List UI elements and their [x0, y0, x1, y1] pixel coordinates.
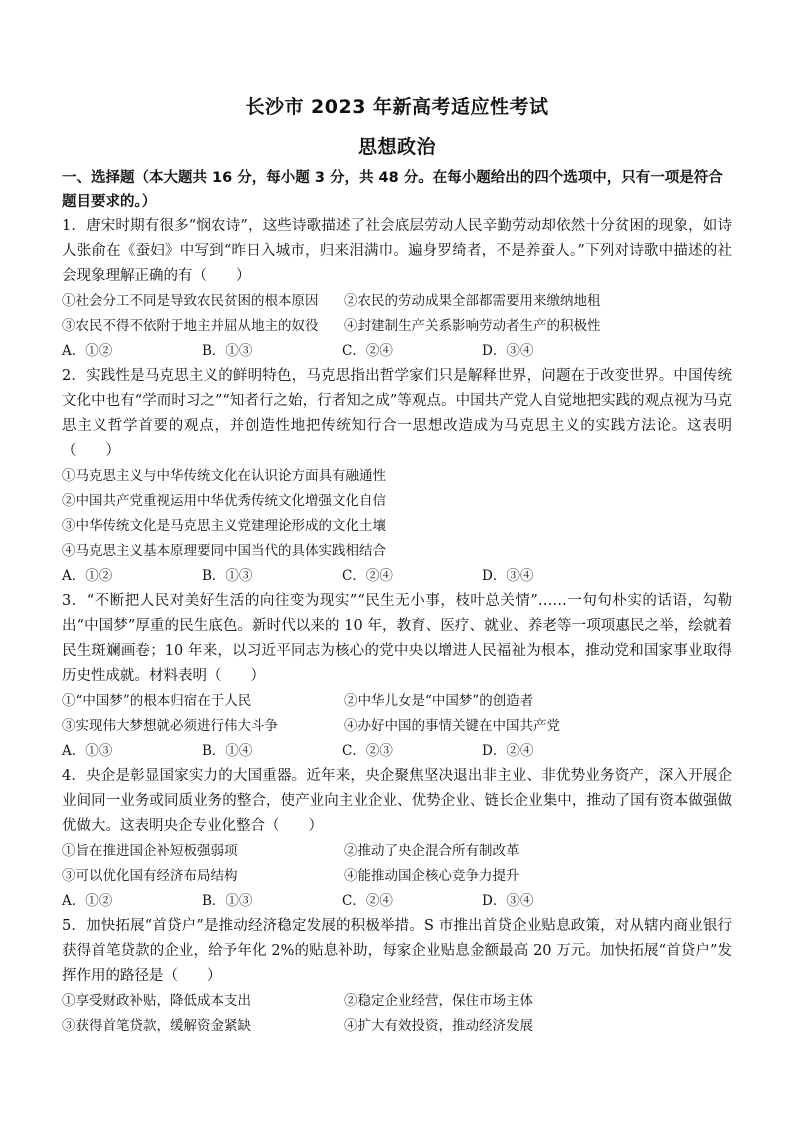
answer-row — [62, 739, 732, 764]
exam-page — [62, 92, 732, 1039]
option: ③可以优化国有经济布局结构 — [62, 868, 238, 884]
answer-a: A．①② — [62, 568, 113, 584]
answer-c: C．②④ — [342, 568, 393, 584]
option: ①享受财政补贴，降低成本支出 — [62, 993, 251, 1009]
answer-d: D．③④ — [482, 343, 534, 359]
question-5 — [62, 914, 732, 1039]
option: ①马克思主义与中华传统文化在认识论方面具有融通性 — [62, 468, 386, 484]
option: ④封建制生产关系影响劳动者生产的积极性 — [344, 318, 601, 334]
option: ④马克思主义基本原理要同中国当代的具体实践相结合 — [62, 543, 386, 559]
option-row — [62, 989, 732, 1014]
answer-a: A．①② — [62, 343, 113, 359]
option-row — [62, 289, 732, 314]
answer-row — [62, 564, 732, 589]
option: ②中华儿女是“中国梦”的创造者 — [344, 693, 534, 709]
option-row — [62, 314, 732, 339]
question-stem: 1．唐宋时期有很多“悯农诗”，这些诗歌描述了社会底层劳动人民辛勤劳动却依然十分贫困的现象，如诗人张俞在《蚕妇》中写到“昨日入城市，归来泪满巾。遍身罗绮者，不是养蚕人。”下列对诗歌中描述的社会现象理解正确的有（ ） — [62, 218, 732, 284]
option: ①旨在推进国企补短板强弱项 — [62, 843, 238, 859]
subject-title: 思想政治 — [357, 136, 436, 158]
option: ③中华传统文化是马克思主义党建理论形成的文化土壤 — [62, 518, 386, 534]
option-row — [62, 714, 732, 739]
option: ②稳定企业经营，保住市场主体 — [344, 993, 533, 1009]
answer-c: C．②④ — [342, 343, 393, 359]
answer-c: C．②③ — [342, 743, 393, 759]
question-2 — [62, 364, 732, 589]
question-1 — [62, 214, 732, 364]
option-row — [62, 864, 732, 889]
option: ④办好中国的事情关键在中国共产党 — [344, 718, 560, 734]
answer-d: D．③④ — [482, 568, 534, 584]
question-stem: 3．“不断把人民对美好生活的向往变为现实”“民生无小事，枝叶总关情”……一句句朴实的话语，勾勒出“中国梦”厚重的民生底色。新时代以来的 10 年，教育、医疗、就业、养老等一项项惠民之举，绘就着民生斑斓画卷；10 年来，以习近平同志为核心的党中央以增进人民福祉为根本，推动党和国家事业取得历史性成就。材料表明（ ） — [62, 593, 732, 684]
answer-row — [62, 889, 732, 914]
answer-d: D．②④ — [482, 743, 534, 759]
option: ①社会分工不同是导致农民贫困的根本原因 — [62, 293, 319, 309]
answer-b: B．①③ — [202, 893, 253, 909]
option-row — [62, 689, 732, 714]
option-row — [62, 839, 732, 864]
question-3 — [62, 589, 732, 764]
answer-row — [62, 339, 732, 364]
option: ②中国共产党重视运用中华优秀传统文化增强文化自信 — [62, 493, 386, 509]
question-4 — [62, 764, 732, 914]
option: ④能推动国企核心竞争力提升 — [344, 868, 520, 884]
exam-title: 长沙市 2023 年新高考适应性考试 — [245, 96, 549, 118]
answer-b: B．①④ — [202, 743, 253, 759]
option: ③农民不得不依附于地主并屈从地主的奴役 — [62, 318, 319, 334]
option-row — [62, 1014, 732, 1039]
option: ②推动了央企混合所有制改革 — [344, 843, 520, 859]
question-stem: 5．加快拓展“首贷户”是推动经济稳定发展的积极举措。S 市推出首贷企业贴息政策，对从辖内商业银行获得首笔贷款的企业，给予年化 2%的贴息补助，每家企业贴息金额最高 20 万元。加快拓展“首贷户”发挥作用的路径是（ ） — [62, 918, 732, 984]
answer-d: D．③④ — [482, 893, 534, 909]
option: ②农民的劳动成果全部都需要用来缴纳地租 — [344, 293, 601, 309]
option: ④扩大有效投资，推动经济发展 — [344, 1018, 533, 1034]
option: ①“中国梦”的根本归宿在于人民 — [62, 693, 252, 709]
option: ③实现伟大梦想就必须进行伟大斗争 — [62, 718, 278, 734]
section-heading: 一、选择题（本大题共 16 分，每小题 3 分，共 48 分。在每小题给出的四个选项中，只有一项是符合题目要求的。） — [62, 170, 723, 210]
answer-a: A．①③ — [62, 743, 113, 759]
option: ③获得首笔贷款，缓解资金紧缺 — [62, 1018, 251, 1034]
question-stem: 4．央企是彰显国家实力的大国重器。近年来，央企聚焦坚决退出非主业、非优势业务资产，深入开展企业间同一业务或同质业务的整合，使产业向主业企业、优势企业、链长企业集中，推动了国有资本做强做优做大。这表明央企专业化整合（ ） — [62, 768, 732, 834]
question-stem: 2．实践性是马克思主义的鲜明特色，马克思指出哲学家们只是解释世界，问题在于改变世界。中国传统文化中也有“学而时习之”“知者行之始，行者知之成”等观点。中国共产党人自觉地把实践的观点视为马克思主义哲学首要的观点，并创造性地把传统知行合一思想改造成为马克思主义的实践方法论。这表明（ ） — [62, 368, 732, 459]
answer-b: B．①③ — [202, 343, 253, 359]
answer-a: A．①② — [62, 893, 113, 909]
answer-b: B．①③ — [202, 568, 253, 584]
answer-c: C．②④ — [342, 893, 393, 909]
